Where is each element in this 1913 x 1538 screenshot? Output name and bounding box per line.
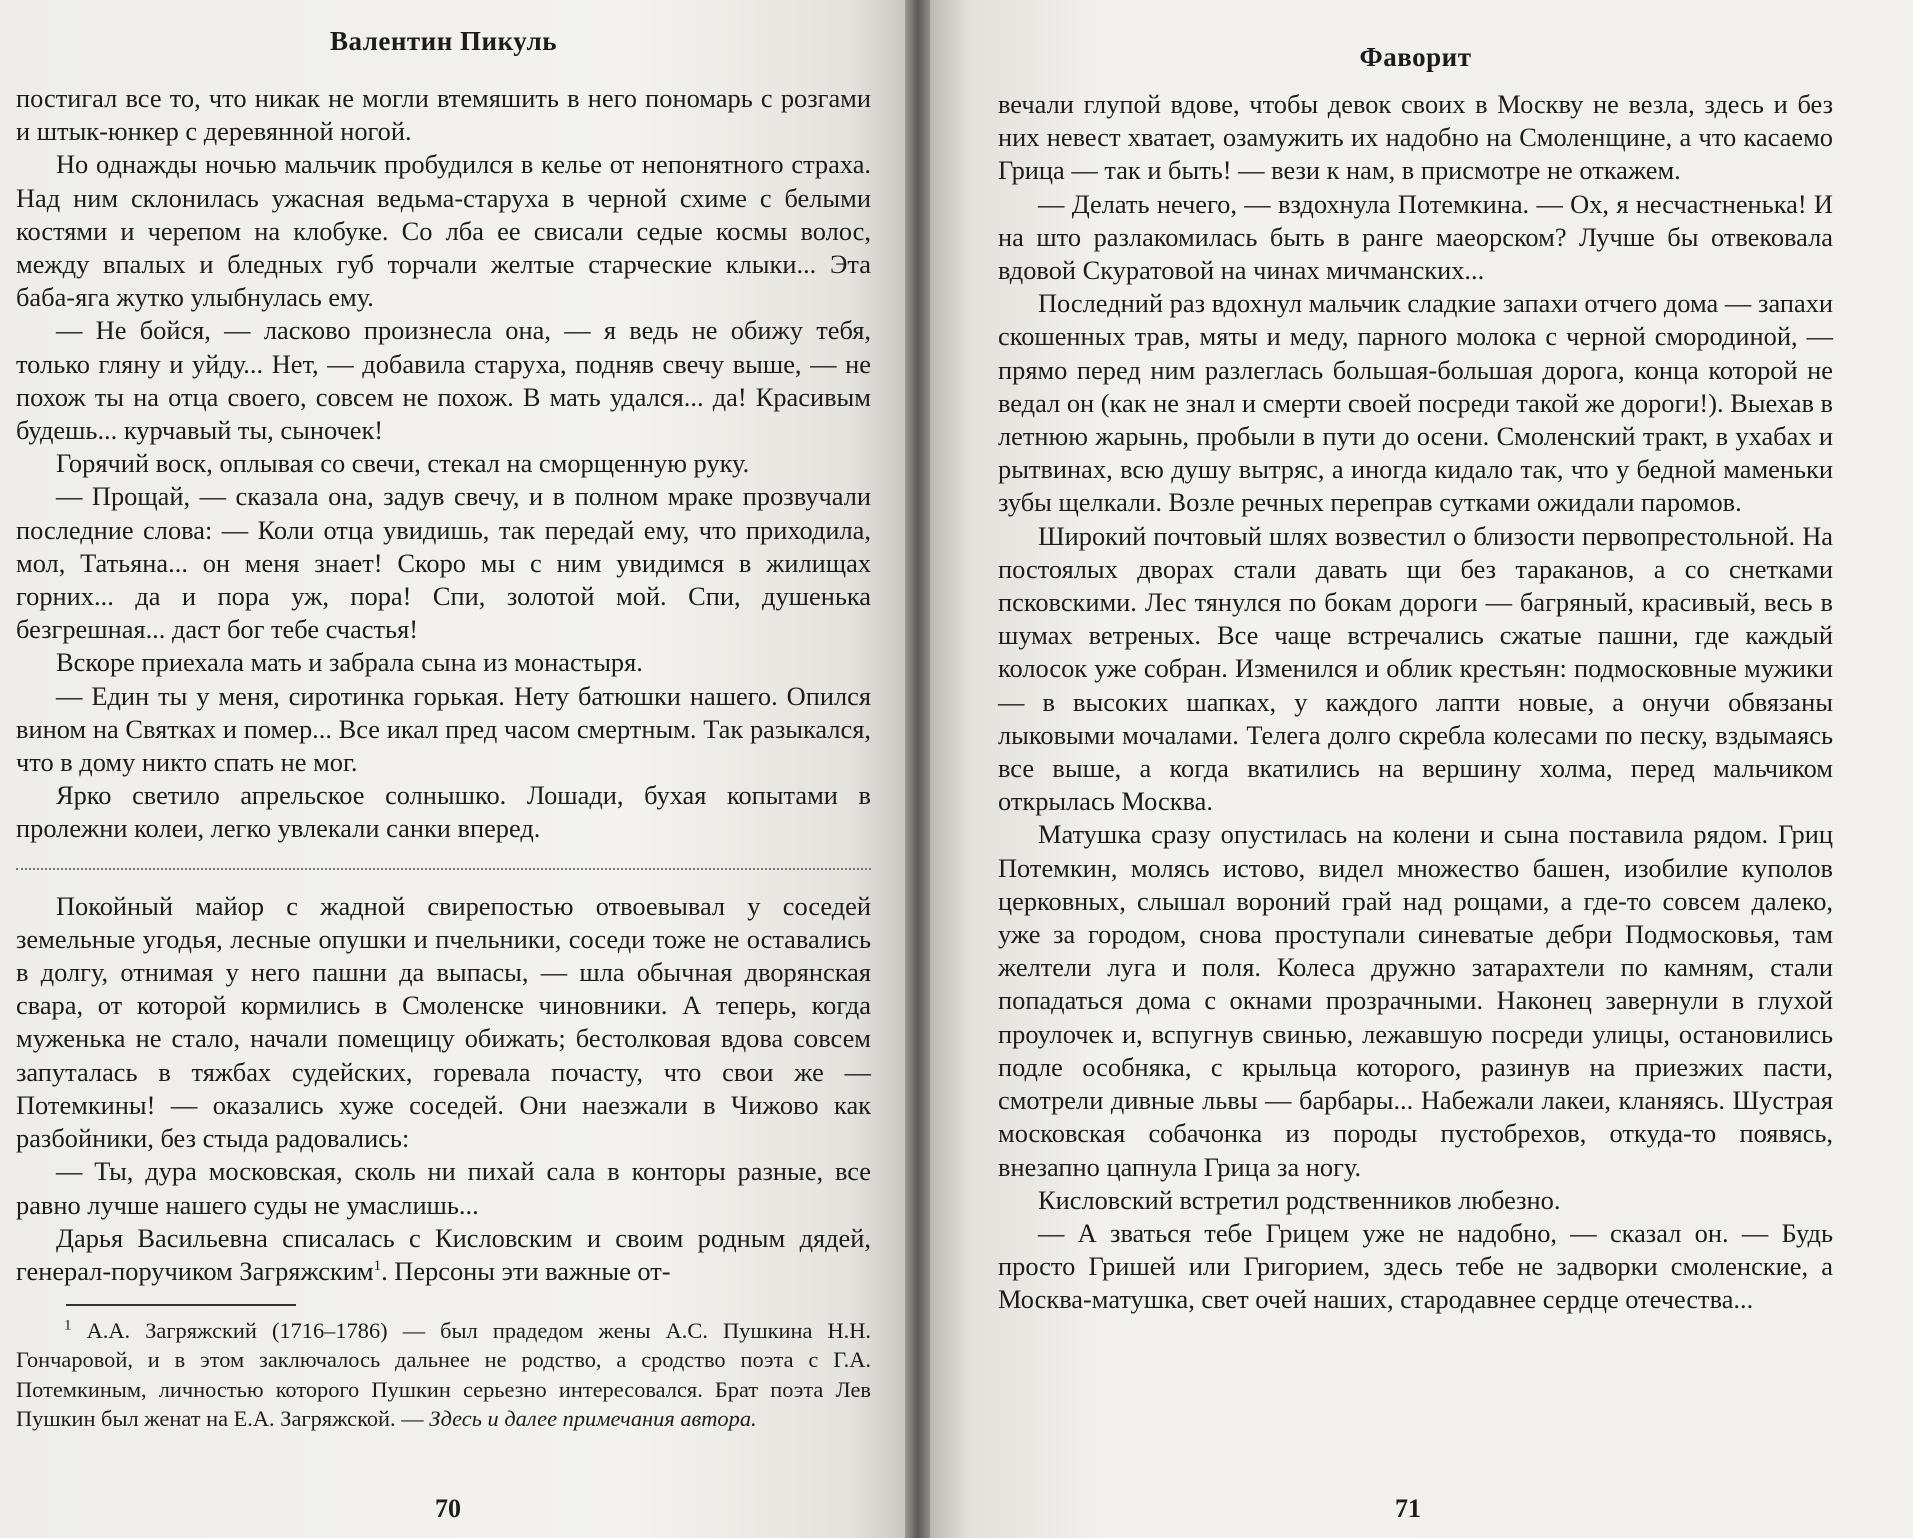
page-number-left: 70 [435, 1494, 461, 1523]
left-page [0, 0, 905, 1538]
paragraph: Но однажды ночью мальчик пробудился в келье от непонятного страха. Над ним склонилась ужасная ведьма-старуха в черной схиме с белыми костями и черепом на клобуке. Со лба ее свисали седые космы волос, между впалых и бледных губ торчали желтые старческие клыки... Эта баба-яга жутко улыбнулась ему. [16, 149, 871, 313]
right-page [930, 0, 1913, 1538]
footnote-text [16, 1316, 871, 1433]
footnote-attribution: Здесь и далее примечания автора. [429, 1405, 757, 1431]
paragraph: Вскоре приехала мать и забрала сына из монастыря. [56, 647, 643, 678]
left-page-body [16, 82, 871, 1288]
paragraph: Покойный майор с жадной свирепостью отвоевывал у соседей земельные угодья, лесные опушки и пчельники, соседи тоже не оставались в долгу, отнимая у него пашни да выпасы, — шла обычная дворянская свара, от которой кормились в Смоленске чиновники. А теперь, когда муженька не стало, начали помещицу обижать; бестолковая вдова совсем запуталась в тяжбах судейских, горевала почасту, что свои же — Потемкины! — оказались хуже соседей. Они наезжали в Чижово как разбойники, без стыда радовались: [16, 890, 871, 1154]
paragraph-text: . Персоны эти важные от- [381, 1255, 671, 1286]
paragraph: — Прощай, — сказала она, задув свечу, и в полном мраке прозвучали последние слова: — Коли отца увидишь, так передай ему, что приходила, мол, Татьяна... он меня знает! Скоро мы с ним увидимся в жилищах горних... да и пора уж, пора! Спи, золотой мой. Спи, душенька безгрешная... даст бог тебе счастья! [16, 481, 871, 645]
paragraph: Матушка сразу опустилась на колени и сына поставила рядом. Гриц Потемкин, молясь истово, видел множество башен, изобилие куполов церковных, слышал вороний грай над рощами, а где-то совсем далеко, уже за городом, снова проступали синеватые дебри Подмосковья, там желтели луга и поля. Колеса дружно затарахтели по камням, стали попадаться дома с окнами прозрачными. Наконец завернули в глухой проулочек и, вспугнув свинью, лежавшую посреди улицы, остановились подле особняка, с крыльца которого, разинув на приезжих пасти, смотрели дивные львы — барбары... Набежали лакеи, кланяясь. Шустрая московская собачонка из породы пустобрехов, откуда-то появясь, внезапно цапнула Грица за ногу. [998, 819, 1833, 1182]
paragraph-text: Дарья Васильевна списалась с Кисловским и своим родным дядей, генерал-поручиком Загряжским [16, 1222, 871, 1286]
paragraph: Кисловский встретил родственников любезно. [1038, 1184, 1561, 1215]
book-gutter [905, 0, 930, 1538]
section-break-dotted-rule [16, 868, 871, 870]
footnote-body: А.А. Загряжский (1716–1786) — был прадедом жены А.С. Пушкина Н.Н. Гончаровой, и в этом заключалось дальнее не родство, а сродство поэта с Г.А. Потемкиным, личностью которого Пушкин серьезно интересовался. Брат поэта Лев Пушкин был женат на Е.А. Загряжской. — [16, 1318, 871, 1431]
paragraph: — Делать нечего, — вздохнула Потемкина. — Ох, я несчастненька! И на што разлакомилась быть в ранге маеорском? Лучше бы отвековала вдовой Скуратовой на чинах мичманских... [998, 188, 1833, 286]
paragraph: — Ты, дура московская, сколь ни пихай сала в конторы разные, все равно лучше нашего суды не умаслишь... [16, 1156, 871, 1220]
paragraph: Горячий воск, оплывая со свечи, стекал на сморщенную руку. [56, 448, 750, 479]
page-number-right: 71 [1395, 1494, 1421, 1523]
right-page-body [998, 88, 1833, 1317]
running-head-author: Валентин Пикуль [329, 26, 558, 56]
running-head-title: Фаворит [1359, 42, 1472, 72]
footnote-marker: 1 [64, 1317, 72, 1334]
paragraph: — А зваться тебе Грицем уже не надобно, — сказал он. — Будь просто Гришей или Григорием, здесь тебе не задворки смоленские, а Москва-матушка, свет очей наших, стародавнее сердце отечества... [998, 1217, 1833, 1315]
paragraph: Широкий почтовый шлях возвестил о близости первопрестольной. На постоялых дворах стали давать щи без тараканов, а со снетками псковскими. Лес тянулся по бокам дороги — багряный, красивый, весь в шумах ветреных. Все чаще встречались сжатые пашни, где каждый колосок уже собран. Изменился и облик крестьян: подмосковные мужики — в высоких шапках, у каждого лапти новые, а онучи обвязаны лыковыми мочалами. Телега долго скребла колесами по песку, вздымаясь все выше, а когда вкатились на вершину холма, перед мальчиком открылась Москва. [998, 520, 1833, 817]
paragraph: Последний раз вдохнул мальчик сладкие запахи отчего дома — запахи скошенных трав, мяты и меду, парного молока с черной смородиной, — прямо перед ним разлеглась большая-большая дорога, конца которой не ведал он (как не знал и смерти своей посреди такой же дороги!). Выехав в летнюю жарынь, пробыли в пути до осени. Смоленский тракт, в ухабах и рытвинах, всю душу вытряс, а иногда кидало так, что у бедной маменьки зубы щелкали. Возле речных переправ сутками ожидали паромов. [998, 288, 1833, 518]
paragraph-with-footnote-ref [16, 1222, 871, 1288]
paragraph: Ярко светило апрельское солнышко. Лошади, бухая копытами в пролежни колеи, легко увлекали санки вперед. [16, 780, 871, 844]
paragraph: — Един ты у меня, сиротинка горькая. Нету батюшки нашего. Опился вином на Святках и помер... Все икал пред часом смертным. Так разыкался, что в дому никто спать не мог. [16, 680, 871, 778]
paragraph: вечали глупой вдове, чтобы девок своих в Москву не везла, здесь и без них невест хватает, озамужить их надобно на Смоленщине, а что касаемо Грица — так и быть! — вези к нам, в присмотре не откажем. [998, 89, 1833, 186]
paragraph: постигал все то, что никак не могли втемяшить в него пономарь с розгами и штык-юнкер с деревянной ногой. [16, 83, 871, 147]
footnote-separator [66, 1304, 296, 1306]
footnote [16, 1316, 871, 1433]
footnote-reference: 1 [373, 1258, 382, 1275]
paragraph: — Не бойся, — ласково произнесла она, — я ведь не обижу тебя, только гляну и уйду... Нет, — добавила старуха, подняв свечу выше, — не похож ты на отца своего, совсем не похож. В мать удался... да! Красивым будешь... курчавый ты, сыночек! [16, 315, 871, 446]
